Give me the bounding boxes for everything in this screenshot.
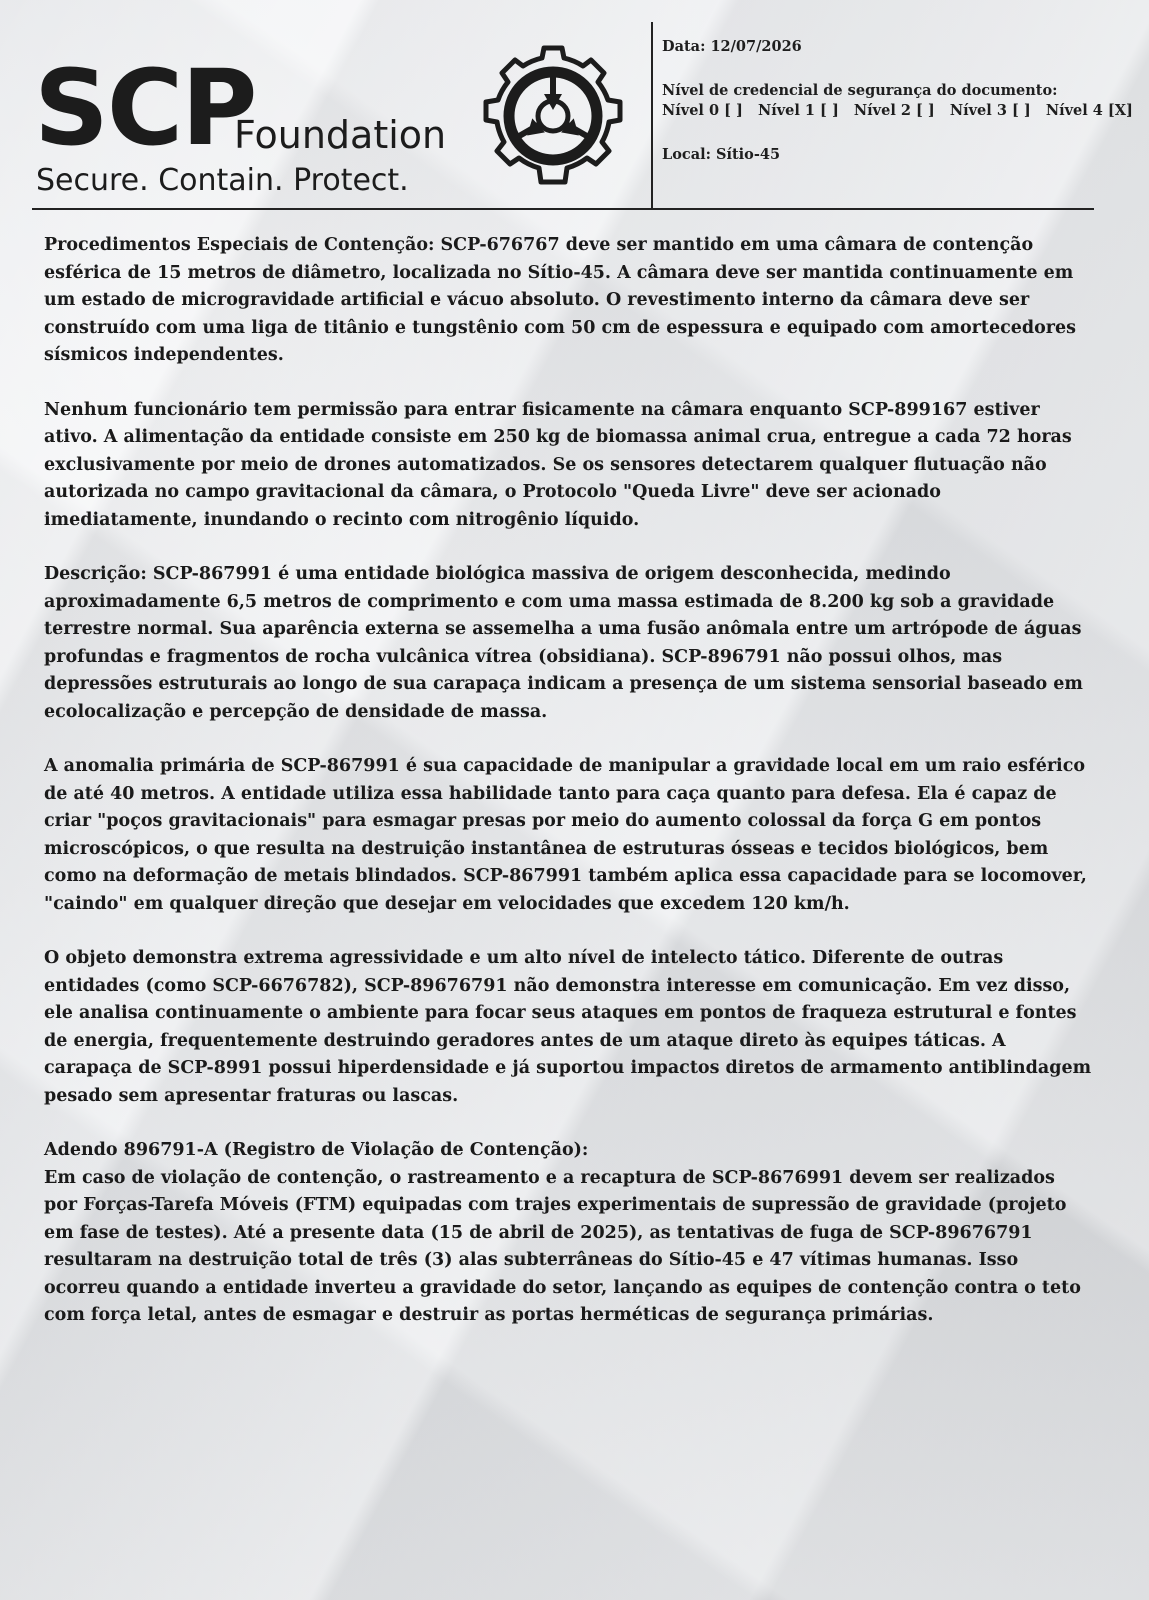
level-2-checkbox: Nível 2 [ ] xyxy=(853,102,935,119)
document-body xyxy=(44,232,1094,1357)
personnel-restrictions-paragraph: Nenhum funcionário tem permissão para entrar fisicamente na câmara enquanto SCP-899167 estiver ativo. A alimentação da entidade consiste em 250 kg de biomassa animal crua, entregue a cada 72 horas exclusivamente por meio de drones automatizados. Se os sensores detectarem qualquer flutuação não autorizada no campo gravitacional da câmara, o Protocolo "Queda Livre" deve ser acionado imediatamente, inundando o recinto com nitrogênio líquido. xyxy=(44,399,1072,530)
header-vertical-divider xyxy=(651,22,653,210)
primary-anomaly-paragraph: A anomalia primária de SCP-867991 é sua capacidade de manipular a gravidade local em um raio esférico de até 40 metros. A entidade utiliza essa habilidade tanto para caça quanto para defesa. Ela é capaz de criar "poços gravitacionais" para esmagar presas por meio do aumento colossal da força G em pontos microscópicos, o que resulta na destruição instantânea de estruturas ósseas e tecidos biológicos, bem como na deformação de metais blindados. SCP-867991 também aplica essa capacidade para se locomover, "caindo" em qualquer direção que desejar em velocidades que excedem 120 km/h. xyxy=(44,756,1087,914)
behavior-paragraph: O objeto demonstra extrema agressividade e um alto nível de intelecto tático. Diferente de outras entidades (como SCP-6676782), SCP-89676791 não demonstra interesse em comunicação. Em vez disso, ele analisa continuamente o ambiente para focar seus ataques em pontos de fraqueza estrutural e fontes de energia, frequentemente destruindo geradores antes de um ataque direto às equipes táticas. A carapaça de SCP-8991 possui hiperdensidade e já suportou impactos diretos de armamento antiblindagem pesado sem apresentar fraturas ou lascas. xyxy=(44,948,1092,1106)
document-date: Data: 12/07/2026 xyxy=(662,38,802,55)
addendum-title: Adendo 896791-A (Registro de Violação de Contenção): xyxy=(44,1140,589,1160)
description-paragraph: Descrição: SCP-867991 é uma entidade biológica massiva de origem desconhecida, medindo aproximadamente 6,5 metros de comprimento e com uma massa estimada de 8.200 kg sob a gravidade terrestre normal. Sua aparência externa se assemelha a uma fusão anômala entre um artrópode de águas profundas e fragmentos de rocha vulcânica vítrea (obsidiana). SCP-896791 não possui olhos, mas depressões estruturais ao longo de sua carapaça indicam a presença de um sistema sensorial baseado em ecolocalização e percepção de densidade de massa. xyxy=(44,564,1083,722)
header-horizontal-divider xyxy=(32,208,1094,210)
credential-label: Nível de credencial de segurança do documento: xyxy=(662,82,1058,99)
document-location: Local: Sítio-45 xyxy=(662,146,781,163)
logo-scp-text: SCP xyxy=(34,47,256,169)
level-4-checkbox: Nível 4 [X] xyxy=(1045,102,1133,119)
containment-procedures-paragraph: Procedimentos Especiais de Contenção: SCP-676767 deve ser mantido em uma câmara de contenção esférica de 15 metros de diâmetro, localizada no Sítio-45. A câmara deve ser mantida continuamente em um estado de microgravidade artificial e vácuo absoluto. O revestimento interno da câmara deve ser construído com uma liga de titânio e tungstênio com 50 cm de espessura e equipado com amortecedores sísmicos independentes. xyxy=(44,235,1077,365)
scp-foundation-seal-icon xyxy=(478,42,628,192)
level-3-checkbox: Nível 3 [ ] xyxy=(949,102,1031,119)
logo-foundation-text: Foundation xyxy=(234,113,447,157)
document-header xyxy=(0,0,1149,214)
credential-levels xyxy=(662,102,1143,120)
level-1-checkbox: Nível 1 [ ] xyxy=(757,102,839,119)
level-0-checkbox: Nível 0 [ ] xyxy=(662,102,743,119)
addendum-paragraph: Em caso de violação de contenção, o rastreamento e a recaptura de SCP-8676991 devem ser realizados por Forças-Tarefa Móveis (FTM) equipadas com trajes experimentais de supressão de gravidade (projeto em fase de testes). Até a presente data (15 de abril de 2025), as tentativas de fuga de SCP-89676791 resultaram na destruição total de três (3) alas subterrâneas do Sítio-45 e 47 vítimas humanas. Isso ocorreu quando a entidade inverteu a gravidade do setor, lançando as equipes de contenção contra o teto com força letal, antes de esmagar e destruir as portas herméticas de segurança primárias. xyxy=(44,1167,1081,1325)
logo-tagline: Secure. Contain. Protect. xyxy=(36,163,409,198)
